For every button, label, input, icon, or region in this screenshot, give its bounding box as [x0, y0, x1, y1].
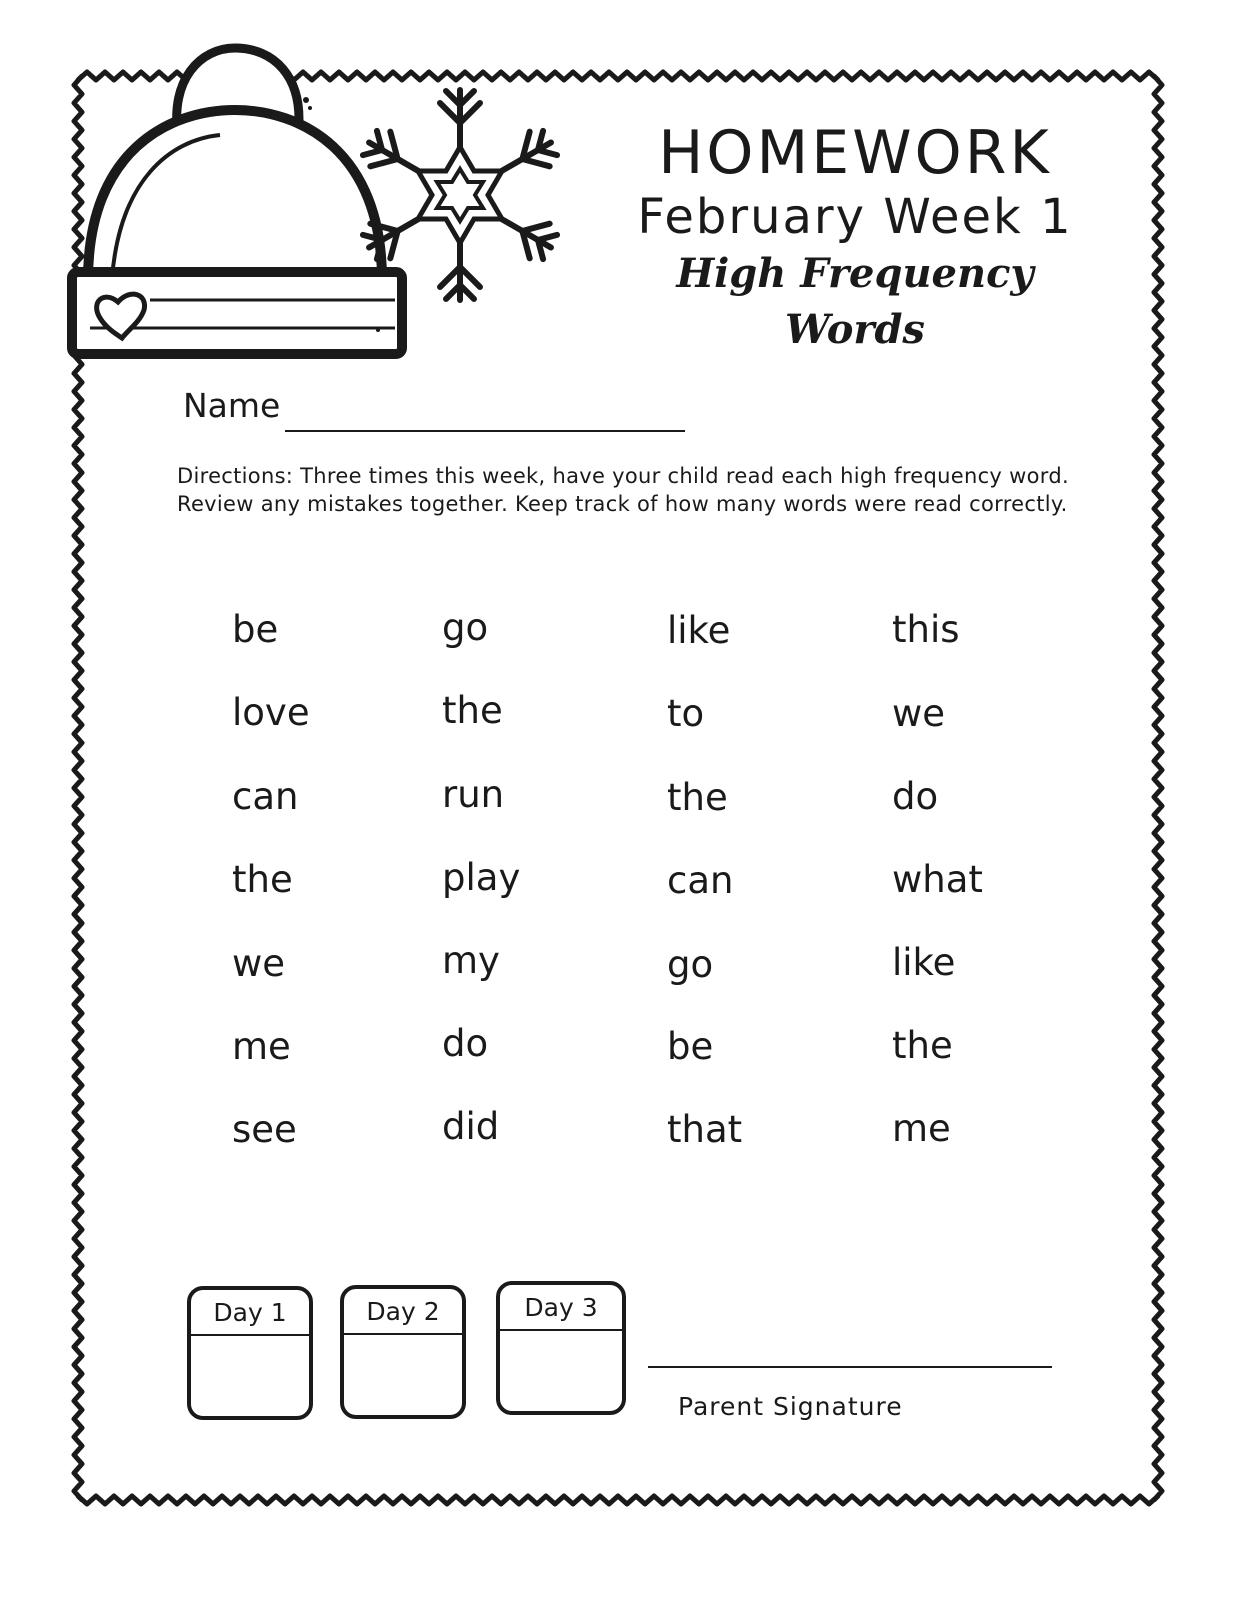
day-3-label: Day 3 [524, 1293, 598, 1322]
script-title: High Frequency Words [676, 250, 1034, 353]
word-c2-r2: the [442, 689, 503, 732]
word-c2-r5: my [442, 939, 500, 982]
snowflake-icon [340, 80, 580, 310]
word-c1-r5: we [232, 942, 286, 985]
day-3-rule [500, 1329, 622, 1331]
word-c4-r4: what [892, 858, 983, 901]
word-c3-r4: can [667, 859, 734, 902]
page-title: HOMEWORK [658, 118, 1052, 188]
day-3-box[interactable] [496, 1281, 626, 1415]
word-c4-r7: me [892, 1107, 951, 1150]
day-1-label: Day 1 [213, 1298, 287, 1327]
day-1-box[interactable] [187, 1286, 313, 1420]
word-c4-r6: the [892, 1024, 953, 1067]
word-c2-r7: did [442, 1105, 500, 1148]
day-2-box[interactable] [340, 1285, 466, 1419]
word-c3-r5: go [667, 943, 714, 986]
page-subtitle: February Week 1 [637, 189, 1073, 245]
day-2-label: Day 2 [366, 1297, 440, 1326]
signature-label: Parent Signature [678, 1392, 903, 1421]
word-c3-r7: that [667, 1108, 743, 1151]
word-c1-r7: see [232, 1108, 297, 1151]
word-c2-r6: do [442, 1022, 489, 1065]
name-blank-line[interactable] [285, 430, 685, 432]
name-label: Name [183, 386, 281, 425]
directions-line-1: Directions: Three times this week, have your child read each high frequency word. [177, 464, 1069, 488]
word-c2-r1: go [442, 606, 489, 649]
word-c1-r1: be [232, 608, 279, 651]
word-c1-r4: the [232, 858, 293, 901]
word-c1-r2: love [232, 691, 310, 734]
word-c4-r5: like [892, 941, 956, 984]
title-block [620, 118, 1090, 358]
word-c4-r1: this [892, 608, 960, 651]
word-c2-r4: play [442, 856, 521, 899]
word-c2-r3: run [442, 773, 505, 816]
day-2-rule [344, 1333, 462, 1335]
word-c4-r2: we [892, 692, 946, 735]
word-c4-r3: do [892, 775, 939, 818]
word-c1-r6: me [232, 1025, 291, 1068]
word-c3-r1: like [667, 609, 731, 652]
directions-line-2: Review any mistakes together. Keep track of how many words were read correctly. [177, 492, 1068, 516]
name-row [183, 386, 280, 425]
day-1-rule [191, 1334, 309, 1336]
word-c3-r3: the [667, 776, 728, 819]
word-c3-r6: be [667, 1025, 714, 1068]
directions [177, 462, 1077, 518]
signature-line[interactable] [648, 1366, 1052, 1368]
word-c1-r3: can [232, 775, 299, 818]
word-c3-r2: to [667, 692, 705, 735]
